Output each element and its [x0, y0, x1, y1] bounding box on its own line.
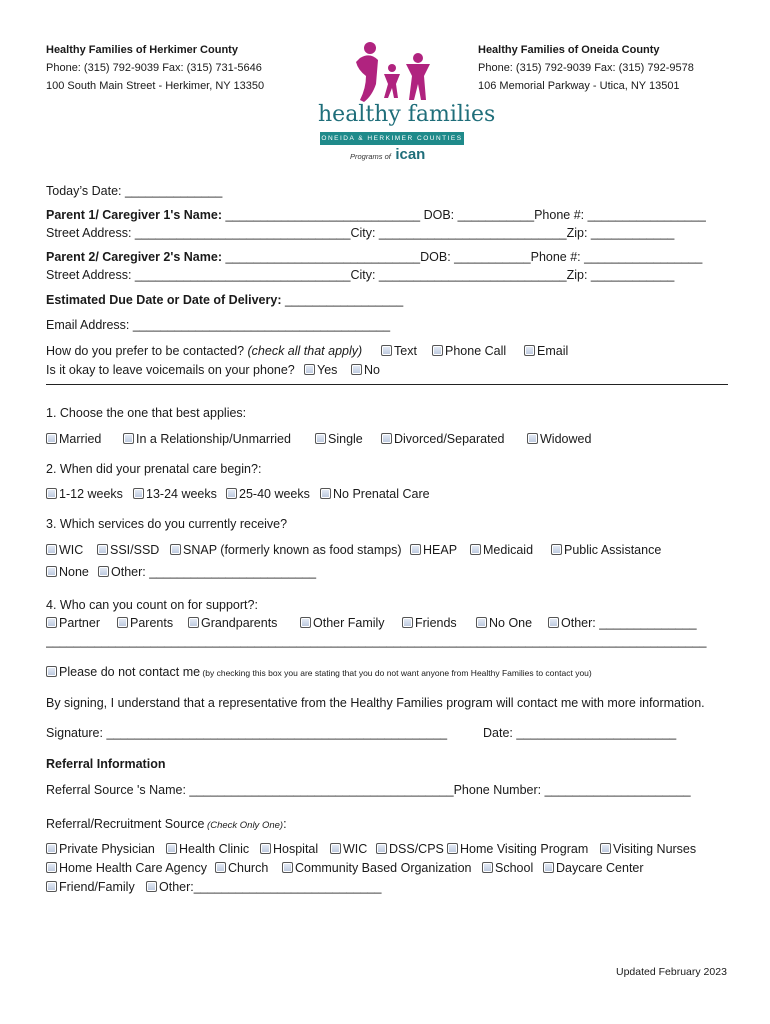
q1-divorced[interactable]: Divorced/Separated — [381, 432, 504, 446]
q4-other-family[interactable]: Other Family — [300, 616, 385, 630]
checkbox-icon[interactable] — [330, 843, 341, 854]
q1-relationship[interactable]: In a Relationship/Unmarried — [123, 432, 291, 446]
checkbox-icon[interactable] — [320, 488, 331, 499]
contact-question: How do you prefer to be contacted? — [46, 344, 245, 358]
voicemail-no-option[interactable]: No — [351, 363, 380, 377]
ref-private-physician[interactable]: Private Physician — [46, 842, 155, 856]
checkbox-icon[interactable] — [97, 544, 108, 555]
q4-parents[interactable]: Parents — [117, 616, 173, 630]
referral-title: Referral Information — [46, 757, 166, 771]
due-date-row[interactable] — [46, 293, 403, 307]
due-date-line[interactable]: _________________ — [281, 293, 404, 307]
ref-dss-cps[interactable]: DSS/CPS — [376, 842, 444, 856]
checkbox-icon[interactable] — [46, 666, 57, 677]
ref-home-visiting[interactable]: Home Visiting Program — [447, 842, 588, 856]
checkbox-icon[interactable] — [300, 617, 311, 628]
logo-title: healthy families — [318, 102, 496, 127]
referral-source-label: Referral/Recruitment Source (Check Only One): — [46, 817, 287, 831]
q3-public-assistance[interactable]: Public Assistance — [551, 543, 661, 557]
ref-other[interactable]: Other:___________________________ — [146, 880, 381, 894]
checkbox-icon[interactable] — [123, 433, 134, 444]
checkbox-icon[interactable] — [98, 566, 109, 577]
parent1-name-label: Parent 1/ Caregiver 1's Name: — [46, 208, 222, 222]
checkbox-icon[interactable] — [226, 488, 237, 499]
voicemail-yes-option[interactable]: Yes — [304, 363, 337, 377]
signature-field[interactable]: Signature: _________________________________________________ — [46, 726, 448, 740]
checkbox-icon[interactable] — [543, 862, 554, 873]
checkbox-icon[interactable] — [170, 544, 181, 555]
ref-wic[interactable]: WIC — [330, 842, 367, 856]
q2-1-12[interactable]: 1-12 weeks — [46, 487, 123, 501]
oneida-address: 106 Memorial Parkway - Utica, NY 13501 — [478, 80, 680, 92]
herkimer-phone: Phone: (315) 792-9039 Fax: (315) 731-5646 — [46, 62, 262, 74]
q3-none[interactable]: None — [46, 565, 89, 579]
parent2-street-row[interactable]: Street Address: _______________________________City: ___________________________Zip: ____________ — [46, 268, 675, 282]
updated-date: Updated February 2023 — [616, 966, 727, 978]
checkbox-icon[interactable] — [551, 544, 562, 555]
q3-other[interactable]: Other: ________________________ — [98, 565, 316, 579]
q4-partner[interactable]: Partner — [46, 616, 100, 630]
checkbox-icon[interactable] — [470, 544, 481, 555]
q4-friends[interactable]: Friends — [402, 616, 457, 630]
q1-single[interactable]: Single — [315, 432, 363, 446]
checkbox-icon[interactable] — [600, 843, 611, 854]
checkbox-icon[interactable] — [46, 488, 57, 499]
signing-statement: By signing, I understand that a representative from the Healthy Families program will contact me with more information. — [46, 696, 705, 710]
no-contact-label: Please do not contact me — [59, 665, 201, 679]
q1-widowed[interactable]: Widowed — [527, 432, 591, 446]
checkbox-icon[interactable] — [46, 843, 57, 854]
oneida-phone: Phone: (315) 792-9039 Fax: (315) 792-9578 — [478, 62, 694, 74]
checkbox-icon[interactable] — [304, 364, 315, 375]
parent2-name-label: Parent 2/ Caregiver 2's Name: — [46, 250, 222, 264]
herkimer-name: Healthy Families of Herkimer County — [46, 44, 238, 56]
checkbox-icon[interactable] — [146, 881, 157, 892]
q3-label: 3. Which services do you currently receive? — [46, 517, 288, 531]
voicemail-question: Is it okay to leave voicemails on your phone? — [46, 363, 295, 377]
checkbox-icon[interactable] — [524, 345, 535, 356]
email-field[interactable]: Email Address: _____________________________________ — [46, 318, 391, 332]
checkbox-icon[interactable] — [46, 433, 57, 444]
ref-home-health[interactable]: Home Health Care Agency — [46, 861, 207, 875]
checkbox-icon[interactable] — [46, 881, 57, 892]
checkbox-icon[interactable] — [381, 433, 392, 444]
checkbox-icon[interactable] — [46, 544, 57, 555]
q3-ssi[interactable]: SSI/SSD — [97, 543, 159, 557]
ref-hospital[interactable]: Hospital — [260, 842, 318, 856]
q2-13-24[interactable]: 13-24 weeks — [133, 487, 217, 501]
ican-logo: ican — [395, 146, 426, 163]
q1-married[interactable]: Married — [46, 432, 101, 446]
q3-wic[interactable]: WIC — [46, 543, 83, 557]
todays-date-field[interactable]: Today’s Date: ______________ — [46, 184, 223, 198]
contact-pref-row — [46, 344, 362, 358]
ref-community-org[interactable]: Community Based Organization — [282, 861, 471, 875]
parent2-name-row[interactable] — [46, 250, 702, 264]
checkbox-icon[interactable] — [188, 617, 199, 628]
logo-programs — [350, 146, 425, 164]
oneida-name: Healthy Families of Oneida County — [478, 44, 660, 56]
q4-no-one[interactable]: No One — [476, 616, 532, 630]
checkbox-icon[interactable] — [381, 345, 392, 356]
ref-church[interactable]: Church — [215, 861, 268, 875]
checkbox-icon[interactable] — [410, 544, 421, 555]
checkbox-icon[interactable] — [46, 862, 57, 873]
checkbox-icon[interactable] — [215, 862, 226, 873]
q4-label: 4. Who can you count on for support?: — [46, 598, 258, 612]
ref-daycare[interactable]: Daycare Center — [543, 861, 644, 875]
checkbox-icon[interactable] — [402, 617, 413, 628]
contact-text-option[interactable]: Text — [381, 344, 417, 358]
ref-health-clinic[interactable]: Health Clinic — [166, 842, 249, 856]
checkbox-icon[interactable] — [117, 617, 128, 628]
no-contact-row[interactable] — [46, 665, 592, 679]
checkbox-icon[interactable] — [133, 488, 144, 499]
checkbox-icon[interactable] — [447, 843, 458, 854]
checkbox-icon[interactable] — [351, 364, 362, 375]
contact-question-note: (check all that apply) — [244, 344, 363, 358]
header-left — [46, 41, 264, 95]
parent1-name-row[interactable] — [46, 208, 706, 222]
checkbox-icon[interactable] — [46, 617, 57, 628]
section-divider — [46, 384, 728, 385]
checkbox-icon[interactable] — [315, 433, 326, 444]
q3-heap[interactable]: HEAP — [410, 543, 457, 557]
parent1-street-row[interactable]: Street Address: _______________________________City: ___________________________Zip: ____________ — [46, 226, 675, 240]
q4-other[interactable]: Other: ______________ — [548, 616, 697, 630]
checkbox-icon[interactable] — [527, 433, 538, 444]
herkimer-address: 100 South Main Street - Herkimer, NY 13350 — [46, 80, 265, 92]
healthy-families-logo — [318, 40, 496, 164]
q4-grandparents[interactable]: Grandparents — [188, 616, 277, 630]
contact-phone-option[interactable]: Phone Call — [432, 344, 506, 358]
no-contact-note: (by checking this box you are stating that you do not want anyone from Healthy Families to contact you) — [200, 668, 592, 678]
checkbox-icon[interactable] — [260, 843, 271, 854]
q1-label: 1. Choose the one that best applies: — [46, 406, 247, 420]
q3-snap[interactable]: SNAP (formerly known as food stamps) — [170, 543, 402, 557]
header-right — [478, 41, 694, 95]
q2-25-40[interactable]: 25-40 weeks — [226, 487, 310, 501]
ref-visiting-nurses[interactable]: Visiting Nurses — [600, 842, 696, 856]
signature-date-field[interactable]: Date: _______________________ — [483, 726, 677, 740]
q2-label: 2. When did your prenatal care begin?: — [46, 462, 262, 476]
checkbox-icon[interactable] — [376, 843, 387, 854]
checkbox-icon[interactable] — [482, 862, 493, 873]
checkbox-icon[interactable] — [282, 862, 293, 873]
referral-name-field[interactable]: Referral Source 's Name: ______________________________________Phone Number: _____________________ — [46, 783, 691, 797]
contact-email-option[interactable]: Email — [524, 344, 568, 358]
q4-other-line[interactable]: _______________________________________________________________________________________________ — [46, 634, 707, 648]
logo-county-bar: ONEIDA & HERKIMER COUNTIES — [320, 132, 464, 145]
parent1-name-line[interactable]: ____________________________ DOB: ___________Phone #: _________________ — [221, 208, 706, 222]
ref-friend-family[interactable]: Friend/Family — [46, 880, 135, 894]
family-figures-icon — [348, 40, 438, 104]
checkbox-icon[interactable] — [476, 617, 487, 628]
programs-of-label: Programs of — [350, 152, 391, 161]
checkbox-icon[interactable] — [432, 345, 443, 356]
q2-none[interactable]: No Prenatal Care — [320, 487, 430, 501]
checkbox-icon[interactable] — [46, 566, 57, 577]
parent2-name-line[interactable]: ____________________________DOB: ___________Phone #: _________________ — [221, 250, 703, 264]
q3-medicaid[interactable]: Medicaid — [470, 543, 533, 557]
ref-school[interactable]: School — [482, 861, 533, 875]
checkbox-icon[interactable] — [548, 617, 559, 628]
checkbox-icon[interactable] — [166, 843, 177, 854]
due-date-label: Estimated Due Date or Date of Delivery: — [46, 293, 282, 307]
